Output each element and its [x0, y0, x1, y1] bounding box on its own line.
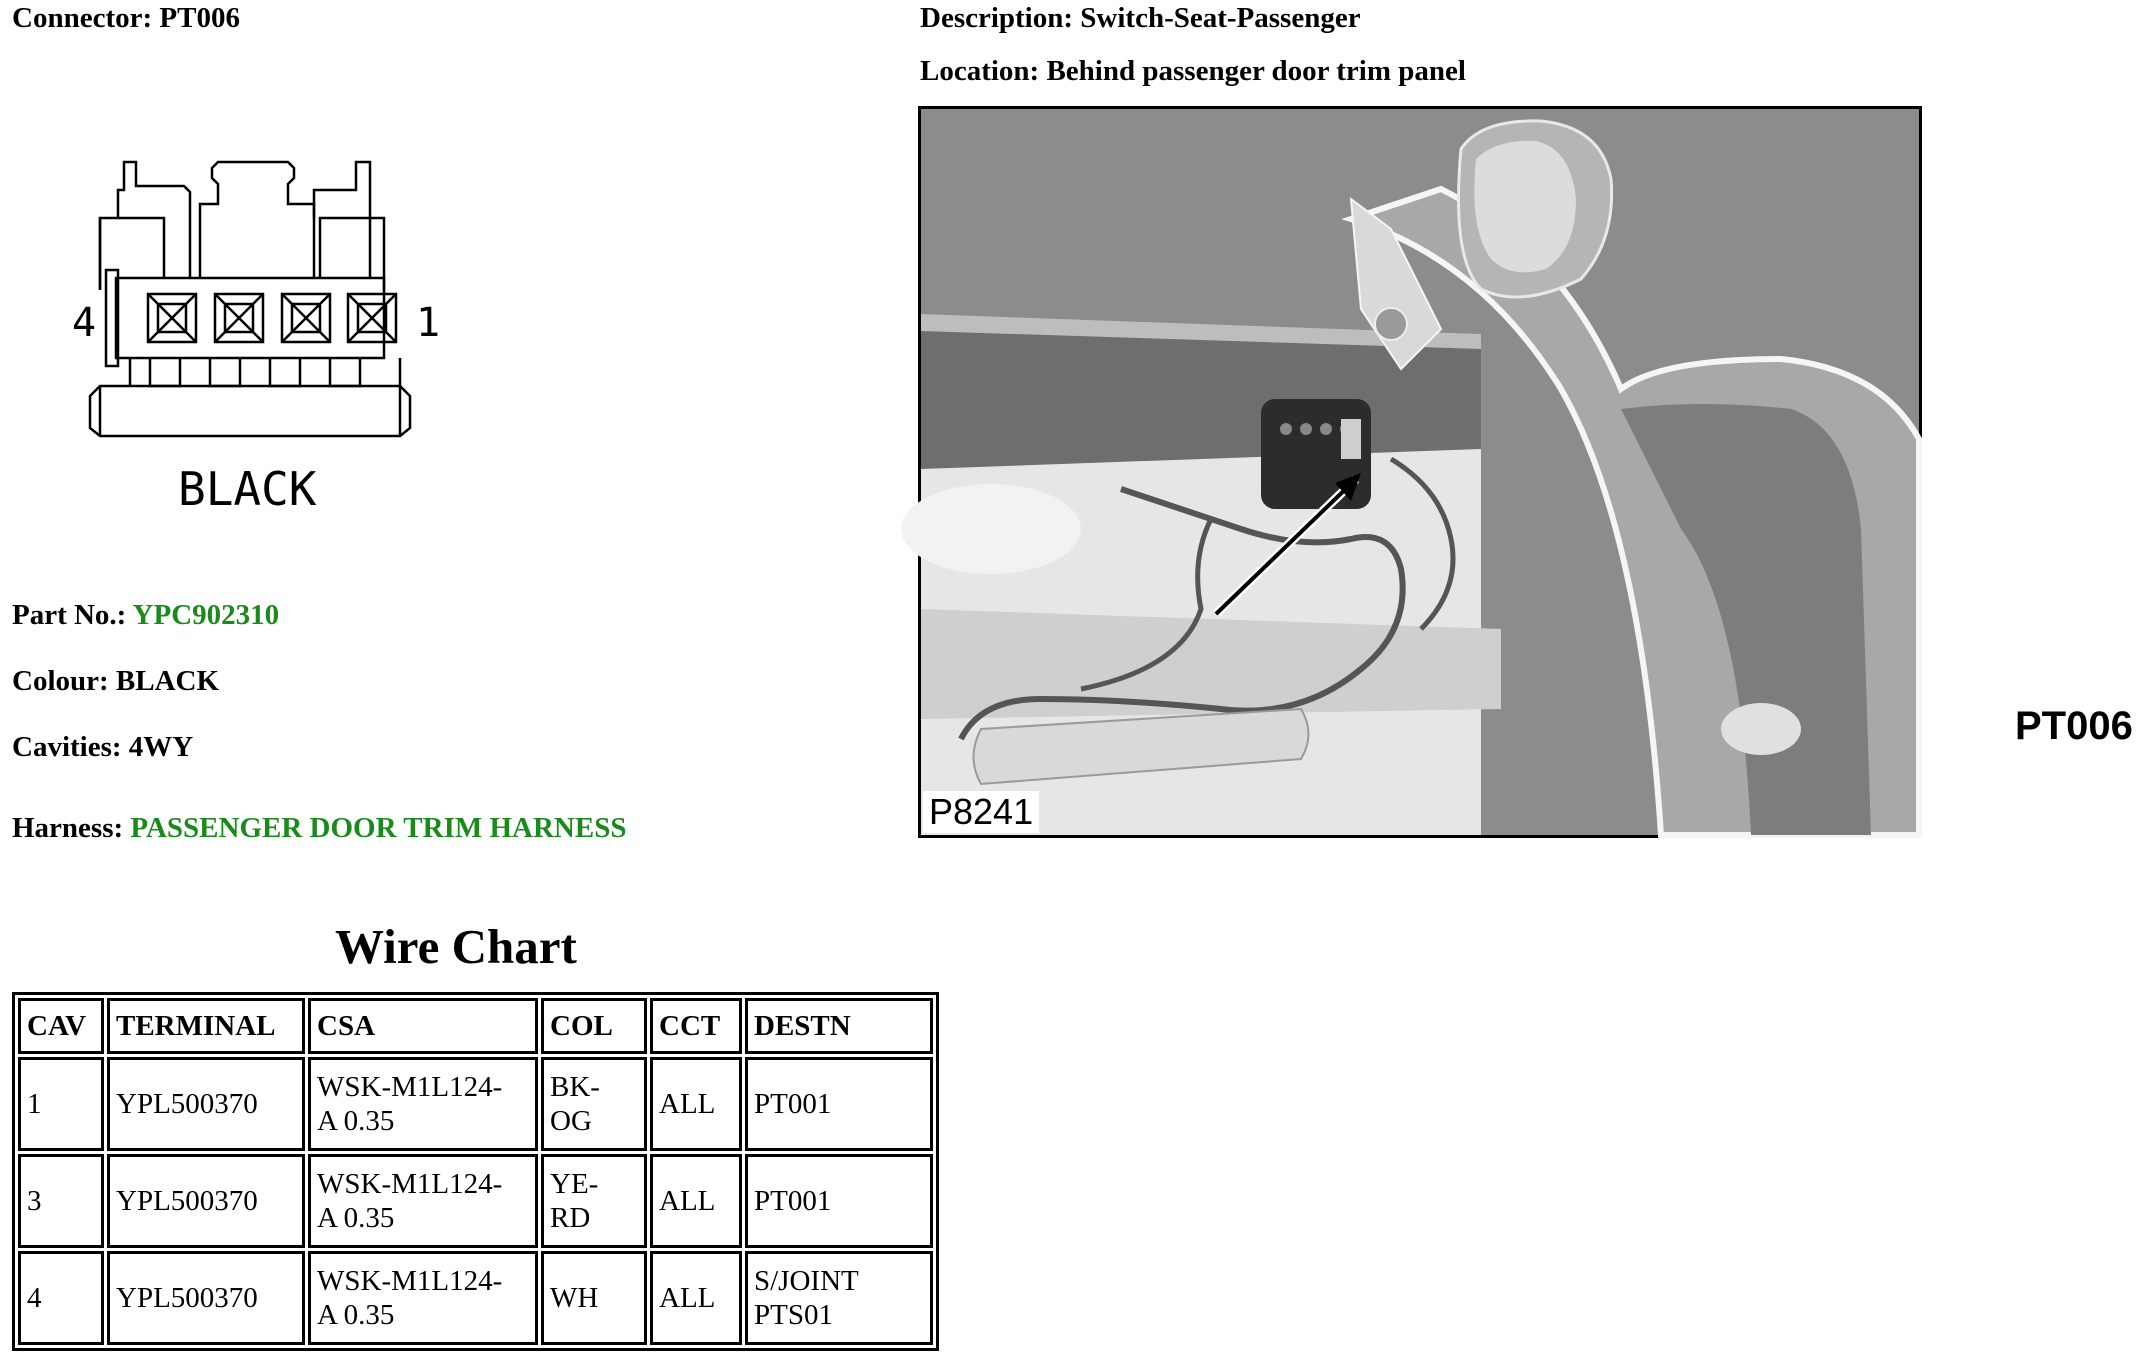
cell-csa: [308, 1057, 538, 1151]
colour-value: BLACK: [115, 665, 220, 697]
cell-cct: ALL: [650, 1251, 742, 1345]
table-row: [18, 1154, 933, 1248]
location-value: Behind passenger door trim panel: [1046, 55, 1466, 87]
cell-csa: [308, 1154, 538, 1248]
header-cav: CAV: [18, 998, 104, 1054]
table-row: [18, 1057, 933, 1151]
connector-line: [12, 2, 240, 35]
cell-cav: 3: [18, 1154, 104, 1248]
description-line: [920, 2, 1361, 35]
cell-destn: [745, 1251, 933, 1345]
cell-col: [541, 1057, 647, 1151]
cell-csa-line1: WSK-M1L124-: [317, 1071, 503, 1103]
cell-csa-line2: A 0.35: [317, 1299, 395, 1331]
cell-terminal: YPL500370: [107, 1251, 305, 1345]
colour-label: Colour:: [12, 665, 109, 697]
cell-col-line2: OG: [550, 1105, 592, 1137]
cell-col: [541, 1251, 647, 1345]
harness-line: [12, 812, 626, 845]
description-label: Description:: [920, 2, 1074, 34]
header-csa: CSA: [308, 998, 538, 1054]
cell-destn-line1: S/JOINT: [754, 1265, 859, 1297]
cell-csa-line2: A 0.35: [317, 1105, 395, 1137]
harness-label: Harness:: [12, 812, 124, 844]
table-row: [18, 1251, 933, 1345]
cell-terminal: YPL500370: [107, 1057, 305, 1151]
header-destn: DESTN: [745, 998, 933, 1054]
part-no-label: Part No.:: [12, 599, 127, 631]
cell-cct: ALL: [650, 1154, 742, 1248]
header-col: COL: [541, 998, 647, 1054]
part-no-link[interactable]: YPC902310: [132, 599, 280, 631]
cell-col-line1: YE-: [550, 1168, 599, 1200]
description-value: Switch-Seat-Passenger: [1080, 2, 1361, 34]
cell-destn-line2: PTS01: [754, 1299, 833, 1331]
header-terminal: TERMINAL: [107, 998, 305, 1054]
cell-csa-line2: A 0.35: [317, 1202, 395, 1234]
wire-chart-table: [12, 992, 939, 1351]
cell-col-line1: WH: [550, 1282, 599, 1314]
cell-col-line2: RD: [550, 1202, 591, 1234]
cell-cav: 4: [18, 1251, 104, 1345]
harness-link[interactable]: PASSENGER DOOR TRIM HARNESS: [130, 812, 627, 844]
location-illustration: [921, 109, 1919, 835]
cell-destn-line1: PT001: [754, 1088, 832, 1120]
connector-face-diagram: [60, 150, 450, 520]
location-label: Location:: [920, 55, 1040, 87]
cell-col: [541, 1154, 647, 1248]
cell-destn-line1: PT001: [754, 1185, 832, 1217]
diagram-colour-text: BLACK: [178, 462, 317, 516]
location-photo: [918, 106, 2133, 838]
cell-cct: ALL: [650, 1057, 742, 1151]
cell-csa: [308, 1251, 538, 1345]
connector-value: PT006: [159, 2, 240, 34]
part-no-line: [12, 599, 279, 632]
header-cct: CCT: [650, 998, 742, 1054]
cell-col-line1: BK-: [550, 1071, 600, 1103]
cavities-value: 4WY: [128, 731, 194, 763]
cell-csa-line1: WSK-M1L124-: [317, 1168, 503, 1200]
connector-label: Connector:: [12, 2, 153, 34]
wire-chart-title: Wire Chart: [335, 919, 577, 974]
photo-callout-label: PT006: [2009, 704, 2139, 749]
cell-destn: [745, 1154, 933, 1248]
cell-destn: [745, 1057, 933, 1151]
table-header-row: [18, 998, 933, 1054]
cell-csa-line1: WSK-M1L124-: [317, 1265, 503, 1297]
cell-terminal: YPL500370: [107, 1154, 305, 1248]
cavities-line: [12, 731, 193, 764]
pin-1-label: 1: [416, 300, 441, 346]
pin-4-label: 4: [72, 300, 97, 346]
location-line: [920, 55, 1466, 88]
colour-line: [12, 665, 219, 698]
cavities-label: Cavities:: [12, 731, 122, 763]
cell-cav: 1: [18, 1057, 104, 1151]
photo-id-label: P8241: [923, 791, 1039, 833]
